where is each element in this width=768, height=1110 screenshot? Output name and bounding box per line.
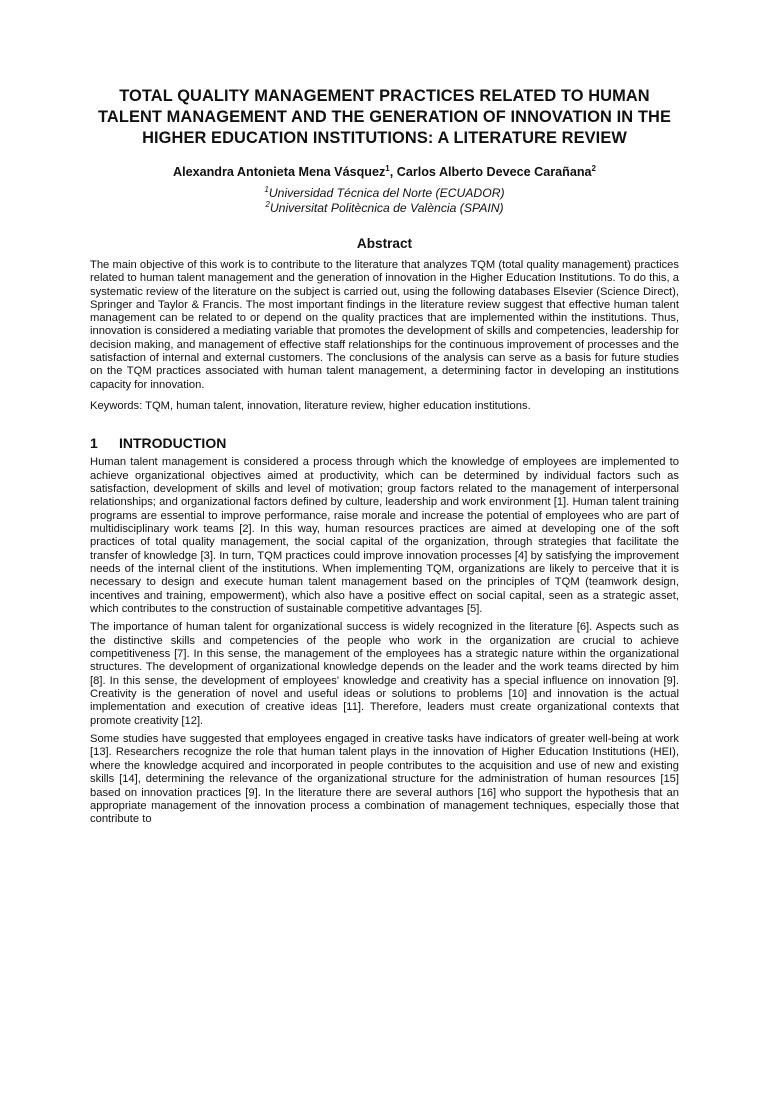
affiliation [90, 186, 679, 201]
abstract-text: The main objective of this work is to contribute to the literature that analyzes TQM (total quality management) practices related to human talent management and the generation of innovation in the Higher Education Institutions. To do this, a systematic review of the literature on the subject is carried out, using the following databases Elsevier (Science Direct), Springer and Taylor & Francis. The most important findings in the literature review suggest that effective human talent management can be related to or depend on the quality practices that are implemented within the institutions. Thus, innovation is considered a mediating variable that promotes the development of skills and competencies, leadership for decision making, and management of effective staff relationships for the continuous improvement of processes and the satisfaction of internal and external customers. The conclusions of the analysis can serve as a basis for future studies on the TQM practices associated with human talent management, a determining factor in developing an institutions capacity for innovation. [90, 259, 679, 391]
affiliation-text: Universidad Técnica del Norte (ECUADOR) [268, 186, 505, 200]
author-name: Carlos Alberto Devece Carañana [396, 165, 592, 179]
section-heading [90, 434, 679, 452]
affiliation-mark: 1 [264, 184, 269, 194]
affiliation-mark: 2 [265, 199, 270, 209]
author-name: Alexandra Antonieta Mena Vásquez [172, 165, 386, 179]
keywords: Keywords: TQM, human talent, innovation, literature review, higher education institutions. [90, 399, 531, 412]
affiliation-list [90, 186, 679, 216]
paper-title: TOTAL QUALITY MANAGEMENT PRACTICES RELATED TO HUMAN TALENT MANAGEMENT AND THE GENERATION OF INNOVATION IN THE HIGHER EDUCATION INSTITUTIONS: A LITERATURE REVIEW [98, 87, 671, 147]
paper-page [0, 86, 768, 1110]
body-paragraph: Some studies have suggested that employees engaged in creative tasks have indicators of greater well-being at work [13]. Researchers recognize the role that human talent plays in the innovation of Higher Education Institutions (HEI), where the knowledge acquired and incorporated in people contributes to the acquisition and use of new and existing skills [14], determining the relevance of the organizational structure for the administration of human resources [15] based on innovation practices [9]. In the literature there are several authors [16] who support the hypothesis that an appropriate management of the innovation process a combination of management techniques, especially those that contribute to [90, 733, 679, 826]
body-paragraph: The importance of human talent for organizational success is widely recognized in the literature [6]. Aspects such as the distinctive skills and competencies of the people who work in the organization are crucial to achieve competitiveness [7]. In this sense, the management of the employees has a strategic nature within the organizational structures. The development of organizational knowledge depends on the leader and the work teams directed by him [8]. In this sense, the development of employees' knowledge and creativity has a special influence on innovation [9]. Creativity is the generation of novel and useful ideas or solutions to problems [10] and innovation is the actual implementation and execution of creative ideas [11]. Therefore, leaders must create organizational contexts that promote creativity [12]. [90, 621, 679, 727]
affiliation [90, 201, 679, 216]
body-paragraph: Human talent management is considered a process through which the knowledge of employees are implemented to achieve organizational objectives aimed at productivity, which can be determined by individual factors such as satisfaction, development of skills and level of motivation; group factors related to the management of interpersonal relationships; and organizational factors defined by culture, leadership and work environment [1]. Human talent training programs are essential to improve performance, raise morale and increase the potential of employees who are part of multidisciplinary work teams [2]. In this way, human resources practices are aimed at developing one of the soft practices of total quality management, the social capital of the organization, through strategies that facilitate the transfer of knowledge [3]. In turn, TQM practices could improve innovation processes [4] by satisfying the improvement needs of the internal client of the institutions. When implementing TQM, organizations are likely to perceive that it is necessary to design and execute human talent management based on the principles of TQM (teamwork design, incentives and training, empowerment), which also have a positive effect on social capital, seen as a strategic asset, which contributes to the construction of sustainable competitive advantages [5]. [90, 456, 679, 616]
abstract-heading: Abstract [356, 236, 413, 251]
section-number: 1 [90, 435, 98, 452]
author-affiliation-mark: 1 [385, 163, 390, 173]
author-separator: , [389, 165, 397, 179]
section-title: INTRODUCTION [119, 435, 227, 452]
author-affiliation-mark: 2 [591, 163, 596, 173]
author-list [90, 164, 679, 180]
affiliation-text: Universitat Politècnica de València (SPAIN) [269, 201, 504, 215]
